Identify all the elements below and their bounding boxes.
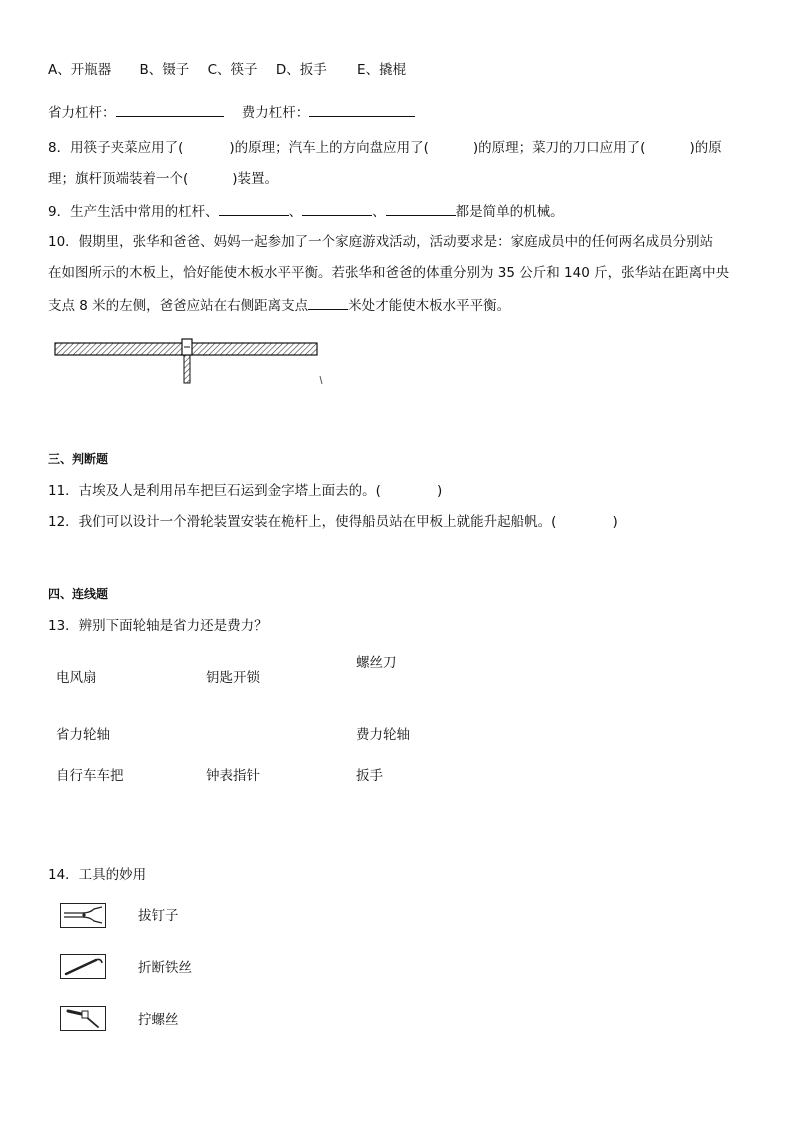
q9-blank-1[interactable] [219, 201, 289, 216]
crowbar-icon[interactable] [60, 954, 106, 979]
q7-save-blank[interactable] [116, 102, 224, 117]
section-3-heading: 三、判断题 [48, 452, 109, 466]
q9-sep-2: 、 [372, 204, 386, 220]
q13-top-item[interactable]: 钥匙开锁 [206, 670, 260, 686]
q7-option-b: B、镊子 [139, 62, 190, 78]
q11-line [48, 482, 442, 500]
q8-text-3: )的原理；菜刀的刀口应用了( [472, 140, 646, 156]
q8-text-5: 理；旗杆顶端装着一个( [48, 171, 189, 187]
q8-text-1: 8．用筷子夹菜应用了( [48, 140, 184, 156]
q8-line-1 [48, 139, 722, 157]
q14-title: 14．工具的妙用 [48, 867, 147, 883]
q13-category-cost[interactable]: 费力轮轴 [356, 727, 410, 743]
q8-text-6: )装置。 [232, 171, 279, 187]
q10-blank[interactable] [308, 295, 348, 310]
lever-support [184, 355, 190, 383]
q9-blank-2[interactable] [302, 201, 372, 216]
q10-line-3 [48, 295, 510, 315]
q7-cost-label: 费力杠杆： [241, 105, 310, 121]
q10-line-2: 在如图所示的木板上，恰好能使木板水平平衡。若张华和爸爸的体重分别为 35 公斤和 140 斤，张华站在距离中央 [48, 265, 730, 281]
q14-item[interactable]: 拔钉子 [138, 908, 179, 924]
q7-option-e: E、撬棍 [357, 62, 407, 78]
q9-blank-3[interactable] [386, 201, 456, 216]
q10-text-2: 米处才能使木板水平平衡。 [348, 298, 511, 314]
q13-top-item[interactable]: 螺丝刀 [356, 655, 397, 671]
q7-save-label: 省力杠杆： [48, 105, 116, 121]
pliers-icon[interactable] [60, 903, 106, 928]
q13-bottom-item[interactable]: 钟表指针 [206, 768, 260, 784]
section-4-heading: 四、连线题 [48, 587, 109, 601]
q7-cost-blank[interactable] [309, 102, 415, 117]
q13-title: 13．辨别下面轮轴是省力还是费力？ [48, 618, 268, 634]
q8-text-2: )的原理；汽车上的方向盘应用了( [229, 140, 429, 156]
q9-text-2: 都是简单的机械。 [455, 204, 564, 220]
q8-line-2 [48, 170, 278, 188]
q12-line [48, 513, 618, 531]
q7-answer-line [48, 102, 415, 122]
q11-text: 11．古埃及人是利用吊车把巨石运到金字塔上面去的。( [48, 483, 381, 499]
q13-bottom-item[interactable]: 自行车车把 [56, 768, 124, 784]
q13-bottom-item[interactable]: 扳手 [356, 768, 383, 784]
lever-board-diagram [52, 336, 324, 386]
q14-item[interactable]: 拧螺丝 [138, 1012, 179, 1028]
q7-option-c: C、筷子 [207, 62, 258, 78]
q12-close: ) [612, 514, 618, 530]
q7-options [48, 61, 406, 79]
q14-item[interactable]: 折断铁丝 [138, 960, 192, 976]
q8-text-4: )的原 [689, 140, 722, 156]
q9-sep-1: 、 [288, 204, 303, 220]
q9-line [48, 201, 564, 221]
q12-text: 12．我们可以设计一个滑轮装置安装在桅杆上，使得船员站在甲板上就能升起船帆。( [48, 514, 557, 530]
q10-text-1: 支点 8 米的左侧，爸爸应站在右侧距离支点 [48, 298, 309, 314]
q13-category-save[interactable]: 省力轮轴 [56, 727, 110, 743]
q13-top-item[interactable]: 电风扇 [56, 670, 97, 686]
q7-option-a: A、开瓶器 [48, 62, 112, 78]
q10-line-1: 10．假期里，张华和爸爸、妈妈一起参加了一个家庭游戏活动，活动要求是：家庭成员中的任何两名成员分别站 [48, 234, 714, 250]
q11-close: ) [436, 483, 443, 499]
q7-option-d: D、扳手 [275, 62, 327, 78]
q9-text-1: 9．生产生活中常用的杠杆、 [48, 204, 219, 220]
hammer-icon[interactable] [60, 1006, 106, 1031]
